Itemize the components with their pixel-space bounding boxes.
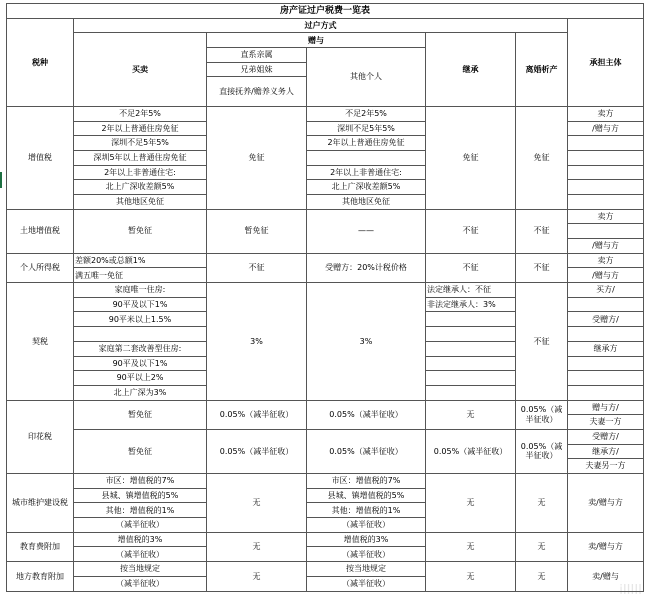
tax-name: 城市维护建设税 xyxy=(7,474,74,533)
sale-cell: 县城、镇增值税的5% xyxy=(74,488,207,503)
header-gift: 赠与 xyxy=(207,33,426,48)
gift-others-cell: 0.05%（减半征收） xyxy=(307,429,426,473)
inherit-cell: 0.05%（减半征收） xyxy=(426,429,516,473)
bearer-cell xyxy=(568,194,644,209)
sale-cell: 满五唯一免征 xyxy=(74,268,207,283)
sale-cell: 家庭第二套改善型住房: xyxy=(74,341,207,356)
bearer-cell xyxy=(568,180,644,195)
gift-others-cell: 市区：增值税的7% xyxy=(307,474,426,489)
sale-cell: （减半征收） xyxy=(74,547,207,562)
bearer-cell xyxy=(568,371,644,386)
gift-others-cell: （减半征收） xyxy=(307,518,426,533)
divorce-cell: 0.05%（减半征收） xyxy=(516,429,568,473)
watermark: iIIIII xyxy=(619,583,642,598)
inherit-cell: 免征 xyxy=(426,106,516,209)
gift-relatives-cell: 0.05%（减半征收） xyxy=(207,400,307,429)
sale-cell: 增值税的3% xyxy=(74,532,207,547)
gift-others-cell: 北上广深收差额5% xyxy=(307,180,426,195)
divorce-cell: 无 xyxy=(516,562,568,591)
gift-others-cell: 按当地规定 xyxy=(307,562,426,577)
inherit-cell xyxy=(426,371,516,386)
gift-others-cell: 县城、镇增值税的5% xyxy=(307,488,426,503)
tax-table xyxy=(6,3,644,592)
sale-cell: 暂免征 xyxy=(74,400,207,429)
sale-cell: （减半征收） xyxy=(74,518,207,533)
inherit-cell: 无 xyxy=(426,562,516,591)
header-divorce: 离婚析产 xyxy=(516,33,568,106)
inherit-cell: 不征 xyxy=(426,209,516,253)
bearer-cell: /赠与方 xyxy=(568,268,644,283)
header-gift-relatives: 直系亲属 xyxy=(207,48,307,63)
gift-relatives-cell: 3% xyxy=(207,283,307,401)
bearer-cell xyxy=(568,356,644,371)
gift-others-cell: 增值税的3% xyxy=(307,532,426,547)
sale-cell xyxy=(74,327,207,342)
bearer-cell: 受赠方/ xyxy=(568,312,644,327)
sale-cell: 深圳不足5年5% xyxy=(74,136,207,151)
sale-cell: 家庭唯一住房: xyxy=(74,283,207,298)
sale-cell: 北上广深收差额5% xyxy=(74,180,207,195)
divorce-cell: 不征 xyxy=(516,209,568,253)
sale-cell: 差额20%或总额1% xyxy=(74,253,207,268)
inherit-cell: 不征 xyxy=(426,253,516,282)
inherit-cell xyxy=(426,327,516,342)
sale-cell: 其他：增值税的1% xyxy=(74,503,207,518)
sale-cell: 市区：增值税的7% xyxy=(74,474,207,489)
bearer-cell: 卖方 xyxy=(568,253,644,268)
divorce-cell: 无 xyxy=(516,474,568,533)
bearer-cell: 继承方 xyxy=(568,341,644,356)
bearer-cell: 卖方 xyxy=(568,209,644,224)
inherit-cell: 无 xyxy=(426,532,516,561)
tax-name: 印花税 xyxy=(7,400,74,473)
header-transfer-method: 过户方式 xyxy=(74,18,568,33)
bearer-cell: /赠与方 xyxy=(568,121,644,136)
gift-others-cell: （减半征收） xyxy=(307,547,426,562)
sale-cell: 2年以上普通住房免征 xyxy=(74,121,207,136)
sale-cell: 暂免征 xyxy=(74,209,207,253)
sale-cell: 其他地区免征 xyxy=(74,194,207,209)
gift-others-cell: —— xyxy=(307,209,426,253)
inherit-cell xyxy=(426,356,516,371)
divorce-cell: 免征 xyxy=(516,106,568,209)
gift-others-cell: （减半征收） xyxy=(307,576,426,591)
bearer-cell: 卖/赠与方 xyxy=(568,532,644,561)
table-title: 房产证过户税费一览表 xyxy=(7,4,644,19)
divorce-cell: 无 xyxy=(516,532,568,561)
gift-others-cell: 2年以上非普通住宅: xyxy=(307,165,426,180)
sale-cell: （减半征收） xyxy=(74,576,207,591)
bearer-cell xyxy=(568,327,644,342)
bearer-cell xyxy=(568,385,644,400)
tax-name: 土地增值税 xyxy=(7,209,74,253)
gift-others-cell: 2年以上普通住房免征 xyxy=(307,136,426,151)
tax-name: 地方教育附加 xyxy=(7,562,74,591)
gift-others-cell: 3% xyxy=(307,283,426,401)
gift-others-cell: 受赠方：20%计税价格 xyxy=(307,253,426,282)
header-gift-relatives: 直接抚养/赡养义务人 xyxy=(207,77,307,106)
sale-cell: 90平及以下1% xyxy=(74,297,207,312)
inherit-cell xyxy=(426,341,516,356)
gift-others-cell: 其他：增值税的1% xyxy=(307,503,426,518)
gift-others-cell: 0.05%（减半征收） xyxy=(307,400,426,429)
gift-relatives-cell: 不征 xyxy=(207,253,307,282)
sale-cell: 90平米以上1.5% xyxy=(74,312,207,327)
tax-name: 契税 xyxy=(7,283,74,401)
inherit-cell: 非法定继承人：3% xyxy=(426,297,516,312)
sale-cell: 90平以上2% xyxy=(74,371,207,386)
divorce-cell: 0.05%（减半征收） xyxy=(516,400,568,429)
tax-name: 教育费附加 xyxy=(7,532,74,561)
gift-relatives-cell: 无 xyxy=(207,532,307,561)
inherit-cell xyxy=(426,385,516,400)
inherit-cell: 法定继承人：不征 xyxy=(426,283,516,298)
divorce-cell: 不征 xyxy=(516,283,568,401)
header-sale: 买卖 xyxy=(74,33,207,106)
inherit-cell xyxy=(426,312,516,327)
gift-others-cell: 深圳不足5年5% xyxy=(307,121,426,136)
header-tax: 税种 xyxy=(7,18,74,106)
header-gift-relatives: 兄弟姐妹 xyxy=(207,62,307,77)
bearer-cell: 卖方 xyxy=(568,106,644,121)
bearer-cell: 赠与方/ xyxy=(568,400,644,415)
bearer-cell: 卖/赠与方 xyxy=(568,474,644,533)
sale-cell: 按当地规定 xyxy=(74,562,207,577)
sale-cell: 2年以上非普通住宅: xyxy=(74,165,207,180)
bearer-cell xyxy=(568,150,644,165)
bearer-cell: 卖/赠与 xyxy=(568,562,644,591)
header-gift-others: 其他个人 xyxy=(307,48,426,107)
bearer-cell: 夫妻另一方 xyxy=(568,459,644,474)
gift-relatives-cell: 暂免征 xyxy=(207,209,307,253)
sale-cell: 暂免征 xyxy=(74,429,207,473)
header-bearer: 承担主体 xyxy=(568,18,644,106)
inherit-cell: 无 xyxy=(426,474,516,533)
gift-relatives-cell: 免征 xyxy=(207,106,307,209)
sale-cell: 北上广深为3% xyxy=(74,385,207,400)
bearer-cell xyxy=(568,136,644,151)
bearer-cell: 买方/ xyxy=(568,283,644,298)
gift-others-cell: 不足2年5% xyxy=(307,106,426,121)
gift-others-cell xyxy=(307,150,426,165)
gift-relatives-cell: 无 xyxy=(207,562,307,591)
gift-others-cell: 其他地区免征 xyxy=(307,194,426,209)
sheet-row-marker xyxy=(0,172,2,188)
tax-name: 增值税 xyxy=(7,106,74,209)
sale-cell: 深圳5年以上普通住房免征 xyxy=(74,150,207,165)
gift-relatives-cell: 0.05%（减半征收） xyxy=(207,429,307,473)
bearer-cell: 夫妻一方 xyxy=(568,415,644,430)
divorce-cell: 不征 xyxy=(516,253,568,282)
bearer-cell xyxy=(568,165,644,180)
bearer-cell xyxy=(568,224,644,239)
inherit-cell: 无 xyxy=(426,400,516,429)
sale-cell: 不足2年5% xyxy=(74,106,207,121)
bearer-cell xyxy=(568,297,644,312)
bearer-cell: 受赠方/ xyxy=(568,429,644,444)
bearer-cell: /赠与方 xyxy=(568,239,644,254)
tax-name: 个人所得税 xyxy=(7,253,74,282)
bearer-cell: 继承方/ xyxy=(568,444,644,459)
sale-cell: 90平及以下1% xyxy=(74,356,207,371)
gift-relatives-cell: 无 xyxy=(207,474,307,533)
header-inherit: 继承 xyxy=(426,33,516,106)
